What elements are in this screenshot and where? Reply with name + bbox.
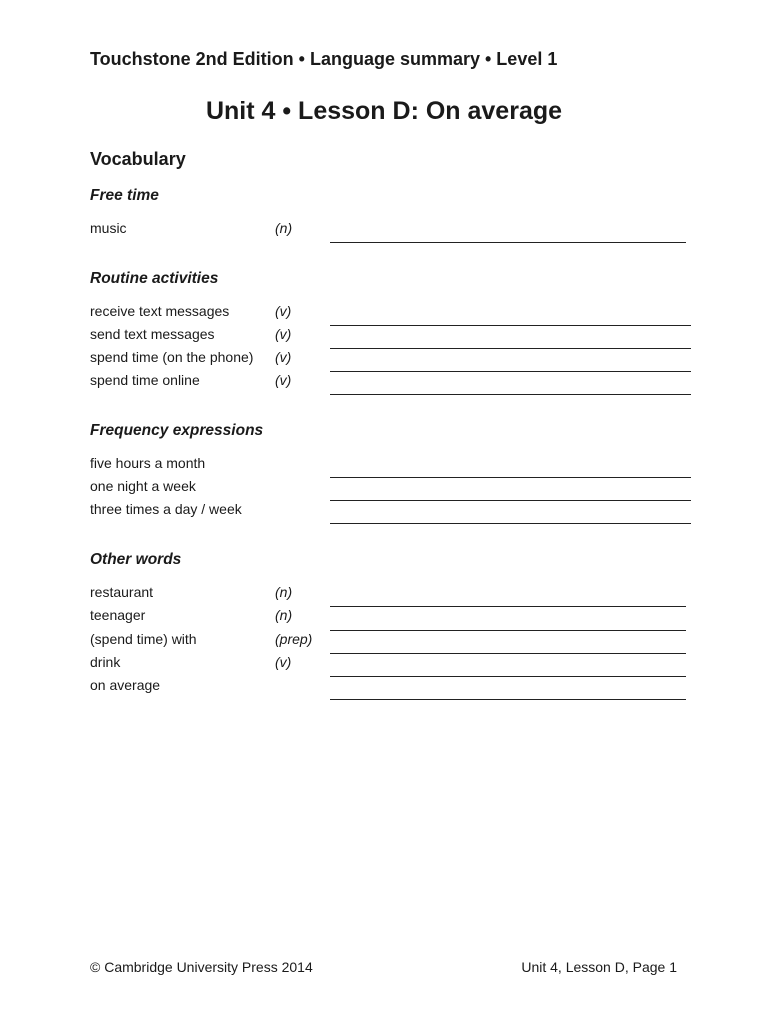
answer-line[interactable]: [330, 699, 686, 700]
answer-line[interactable]: [330, 500, 691, 501]
answer-line[interactable]: [330, 242, 686, 243]
answer-line[interactable]: [330, 325, 691, 326]
part-of-speech: (n): [275, 584, 293, 600]
answer-line[interactable]: [330, 676, 686, 677]
answer-line[interactable]: [330, 371, 691, 372]
part-of-speech: (v): [275, 303, 292, 319]
vocab-word: teenager: [90, 607, 146, 623]
part-of-speech: (v): [275, 654, 292, 670]
answer-line[interactable]: [330, 523, 691, 524]
part-of-speech: (v): [275, 326, 292, 342]
vocab-word: drink: [90, 654, 121, 670]
part-of-speech: (n): [275, 607, 293, 623]
answer-line[interactable]: [330, 606, 686, 607]
answer-line[interactable]: [330, 630, 686, 631]
answer-line[interactable]: [330, 477, 691, 478]
vocab-word: three times a day / week: [90, 501, 242, 517]
document-header: Touchstone 2nd Edition • Language summary • Level 1: [90, 49, 558, 69]
answer-line[interactable]: [330, 394, 691, 395]
group-title-routine-activities: Routine activities: [90, 270, 219, 287]
vocab-word: music: [90, 220, 127, 236]
vocab-word: on average: [90, 677, 161, 693]
footer-copyright: © Cambridge University Press 2014: [90, 959, 313, 975]
vocab-word: restaurant: [90, 584, 154, 600]
part-of-speech: (n): [275, 220, 293, 236]
section-title-vocabulary: Vocabulary: [90, 149, 186, 169]
group-title-other-words: Other words: [90, 551, 182, 568]
part-of-speech: (prep): [275, 631, 313, 647]
vocab-word: spend time online: [90, 372, 200, 388]
answer-line[interactable]: [330, 348, 691, 349]
answer-line[interactable]: [330, 653, 686, 654]
footer-page-info: Unit 4, Lesson D, Page 1: [521, 959, 677, 975]
part-of-speech: (v): [275, 372, 292, 388]
vocab-word: five hours a month: [90, 455, 206, 471]
vocab-word: send text messages: [90, 326, 215, 342]
vocab-word: one night a week: [90, 478, 196, 494]
vocab-word: (spend time) with: [90, 631, 197, 647]
group-title-free-time: Free time: [90, 187, 159, 204]
vocab-word: spend time (on the phone): [90, 349, 254, 365]
part-of-speech: (v): [275, 349, 292, 365]
page-title: Unit 4 • Lesson D: On average: [205, 97, 563, 125]
vocab-word: receive text messages: [90, 303, 230, 319]
group-title-frequency-expressions: Frequency expressions: [90, 422, 264, 439]
